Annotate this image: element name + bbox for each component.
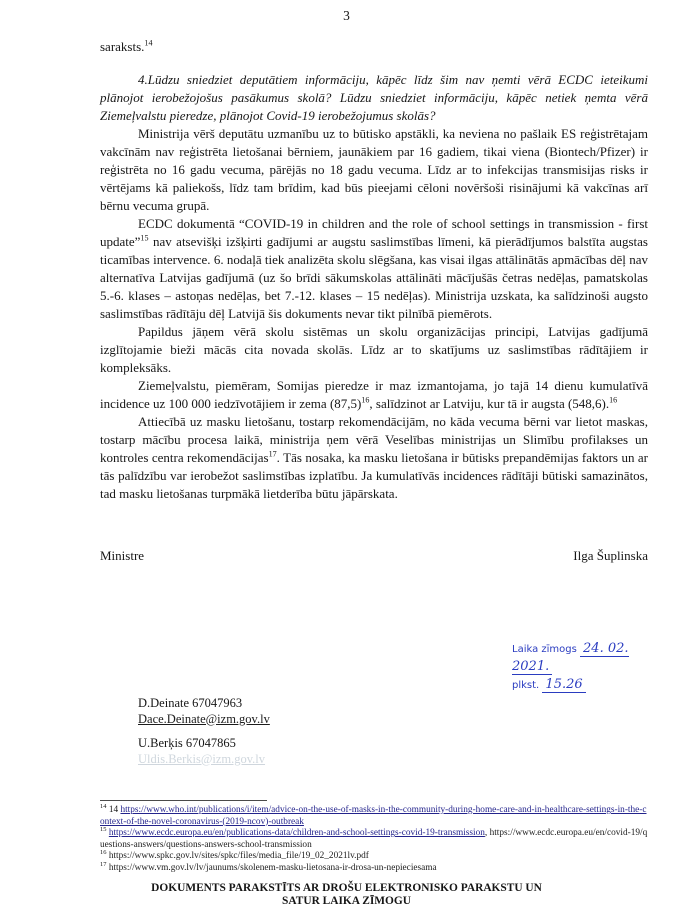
stamp-time-label: plkst. [512, 680, 540, 691]
paragraph-mask-text-b: . Tās nosaka, ka masku lietošana ir būtisks prepandēmijas faktors un ar tās palīdzību var ierobežot saslimstības izplatību. Ja kumulatīvās incidences rādītāji būtiski samazinātos, tad masku lietošanas turpmākā lietderība būtu jāpārskata. [100, 450, 648, 501]
paragraph-ecdc-document [100, 215, 648, 323]
footnote-17 [100, 860, 648, 875]
contact-2-email-link[interactable]: Uldis.Berkis@izm.gov.lv [138, 751, 266, 766]
footnote-17-marker: 17 [100, 860, 107, 868]
footnote-separator [100, 800, 267, 801]
stamp-label: Laika zīmogs [512, 644, 577, 655]
contact-1-name-phone: D.Deinate 67047963 [138, 696, 243, 710]
footnote-ref-14: 14 [144, 38, 153, 48]
time-stamp-annotation [512, 640, 662, 694]
paragraph-mask-usage [100, 413, 648, 503]
footnote-ref-17: 17 [268, 449, 277, 459]
contact-2 [138, 736, 270, 767]
paragraph-nordic-experience [100, 377, 648, 413]
footnote-16 [100, 851, 648, 863]
footnote-14-marker: 14 [100, 802, 107, 810]
contacts-block [138, 696, 270, 776]
footer-line-2: SATUR LAIKA ZĪMOGU [282, 895, 411, 908]
signature-row [100, 547, 648, 565]
footnote-15-marker: 15 [100, 826, 107, 834]
contact-2-name-phone: U.Berķis 67047865 [138, 736, 236, 750]
footnote-ref-15: 15 [140, 233, 149, 243]
paragraph-deputy-question: 4.Lūdzu sniedziet deputātiem informāciju, kāpēc līdz šim nav ņemti vērā ECDC ieteikumi plānojot ierobežojošus pasākumus skolā? Lūdzu sniedziet informāciju, kāpēc netiek ņemta vērā Ziemeļvalstu pieredze, plānojot Covid-19 ierobežojumus skolās? [100, 72, 648, 123]
stamp-handwritten-date: 24. 02. 2021. [512, 641, 629, 674]
footnote-14-url-link[interactable]: https://www.who.int/publications/i/item/advice-on-the-use-of-masks-in-the-community-during-home-care-and-in-healthcare-settings-in-the-context-of-the-novel-coronavirus-(2019-ncov)-outbreak [100, 805, 647, 827]
page-number: 3 [343, 8, 350, 23]
footnote-15-url-link-2[interactable]: https://www.ecdc.europa.eu/en/covid-19/questions-answers/questions-answers-school-transmission [100, 828, 648, 850]
footer-line-1: DOKUMENTS PARAKSTĪTS AR DROŠU ELEKTRONISKO PARAKSTU UN [151, 882, 542, 894]
signed-document-footer [0, 882, 693, 908]
paragraph-school-system: Papildus jāņem vērā skolu sistēmas un skolu organizācijas principi, Latvijas gadījumā izglītojamie bieži mācās cita novada skolās. Līdz ar to skatījums uz saslimstības rādītājiem ir kompleksāks. [100, 324, 648, 375]
contact-1 [138, 696, 270, 727]
document-body [100, 38, 648, 565]
footnote-15-url-link-1[interactable]: https://www.ecdc.europa.eu/en/publications-data/children-and-school-settings-covid-19-transmission [108, 828, 485, 839]
footnote-14 [100, 802, 648, 828]
footnotes-section [100, 802, 648, 875]
contact-1-email-link[interactable]: Dace.Deinate@izm.gov.lv [138, 711, 270, 726]
footnote-14-prefix: 14 [106, 805, 121, 815]
footnote-15 [100, 828, 648, 851]
footnote-16-url-link[interactable]: https://www.spkc.gov.lv/sites/spkc/files/media_file/19_02_2021lv.pdf [108, 851, 369, 862]
paragraph-mask-text-a: Attiecībā uz masku lietošanu, tostarp rekomendācijām, no kāda vecuma bērni var lietot maskas, tostarp mācību procesa laikā, ministrija ņem vērā Veselības ministrijas un Slimību profilakses un kontroles centra rekomendācijas [100, 414, 648, 465]
stamp-handwritten-time: 15.26 [542, 677, 585, 693]
carryover-text: saraksts. [100, 39, 145, 54]
footnote-15-separator: , [484, 828, 490, 839]
paragraph-ecdc-text-a: ECDC dokumentā “COVID-19 in children and the role of school settings in transmission - first update” [100, 216, 648, 249]
stamp-line-date [512, 640, 662, 676]
footnote-17-url-link[interactable]: https://www.vm.gov.lv/lv/jaunums/skolenem-masku-lietosana-ir-drosa-un-nepieciesama [108, 862, 437, 873]
footnote-ref-16a: 16 [361, 395, 370, 405]
footnote-ref-16b: 16 [609, 395, 618, 405]
paragraph-vaccines: Ministrija vērš deputātu uzmanību uz to būtisko apstākli, ka neviena no pašlaik ES reģistrētajam vakcīnām nav reģistrēta lietošanai bērniem, jaunākiem par 16 gadiem, tikai viena (Biontech/Pfizer) ir reģistrēta no 16 gadu vecuma, pārējās no 18 gadu vecuma. Līdz ar to infekcijas transmisijas risks ir vērtējams kā paliekošs, līdz tam brīdim, kad būs pieejami cēloni novēršoši risinājumi kā vakcīnas arī bērnu vecuma grupā. [100, 126, 648, 213]
footnote-16-marker: 16 [100, 849, 107, 857]
signatory-title: Ministre [100, 548, 145, 563]
stamp-line-time [512, 676, 662, 694]
paragraph-nordic-text-a: Ziemeļvalstu, piemēram, Somijas pieredze ir maz izmantojama, jo tajā 14 dienu kumulatīvā incidence uz 100 000 iedzīvotājiem ir zema (87,5) [100, 378, 648, 411]
paragraph-nordic-text-b: , salīdzinot ar Latviju, kur tā ir augsta (548,6). [369, 396, 610, 411]
paragraph-carryover [100, 38, 648, 56]
signatory-name: Ilga Šuplinska [573, 548, 648, 563]
paragraph-ecdc-text-b: nav atsevišķi izšķirti gadījumi ar augstu saslimstības līmeni, kā pierādījumos balstīta augstas ticamības intervence. 6. nodaļā tiek analizēta skolu slēgšana, kas visai ilgas attālinātās apmācības dēļ nav alternatīva Latvijas gadījumā (uz šo brīdi sākumskolas attālināti mācījušās četras nedēļas, pamatskolas 5.-6. klases – astoņas nedēļas, bet 7.-12. klases – 15 nedēļas). Ministrija uzskata, ka salīdzinoši augsto saslimstības rādītāju dēļ Latvijā šis dokuments nevar tikt pilnībā piemērots. [100, 234, 648, 321]
